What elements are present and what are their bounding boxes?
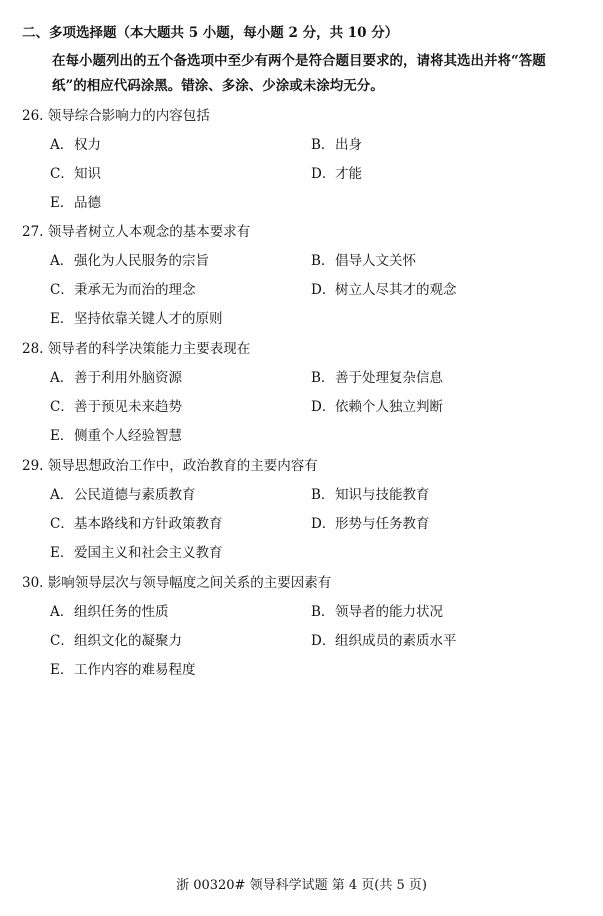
option-a: A．公民道德与素质教育 bbox=[50, 487, 196, 503]
option-a: A．善于利用外脑资源 bbox=[50, 370, 182, 386]
option-a: A．权力 bbox=[50, 137, 101, 153]
question-29 bbox=[22, 455, 582, 572]
option-d: D．依赖个人独立判断 bbox=[311, 399, 443, 415]
option-e: E．品德 bbox=[50, 195, 101, 211]
option-e: E．侧重个人经验智慧 bbox=[50, 428, 182, 444]
option-c: C．基本路线和方针政策教育 bbox=[50, 516, 223, 532]
question-stem bbox=[22, 455, 582, 477]
question-text: 领导者的科学决策能力主要表现在 bbox=[47, 341, 251, 357]
option-list bbox=[22, 601, 582, 689]
question-stem bbox=[22, 221, 582, 243]
option-e: E．坚持依靠关键人才的原则 bbox=[50, 311, 223, 327]
question-text: 领导者树立人本观念的基本要求有 bbox=[47, 224, 251, 240]
option-a: A．强化为人民服务的宗旨 bbox=[50, 253, 209, 269]
question-number: 26. bbox=[22, 108, 44, 124]
question-text: 领导思想政治工作中，政治教育的主要内容有 bbox=[47, 458, 318, 474]
page-footer: 浙 00320# 领导科学试题 第 4 页(共 5 页) bbox=[176, 878, 427, 893]
option-c: C．组织文化的凝聚力 bbox=[50, 633, 182, 649]
question-number: 28. bbox=[22, 341, 44, 357]
option-list bbox=[22, 367, 582, 455]
option-d: D．才能 bbox=[311, 166, 362, 182]
option-e: E．工作内容的难易程度 bbox=[50, 662, 196, 678]
option-b: B．出身 bbox=[311, 137, 362, 153]
question-27 bbox=[22, 221, 582, 338]
option-list bbox=[22, 134, 582, 222]
question-30 bbox=[22, 572, 582, 689]
question-28 bbox=[22, 338, 582, 455]
option-d: D．树立人尽其才的观念 bbox=[311, 282, 457, 298]
option-list bbox=[22, 484, 582, 572]
option-d: D．组织成员的素质水平 bbox=[311, 633, 457, 649]
option-c: C．善于预见未来趋势 bbox=[50, 399, 182, 415]
question-number: 30. bbox=[22, 575, 44, 591]
question-stem bbox=[22, 105, 582, 127]
question-26 bbox=[22, 105, 582, 222]
question-stem bbox=[22, 338, 582, 360]
question-number: 29. bbox=[22, 458, 44, 474]
question-stem bbox=[22, 572, 582, 594]
option-e: E．爱国主义和社会主义教育 bbox=[50, 545, 223, 561]
option-list bbox=[22, 250, 582, 338]
option-b: B．知识与技能教育 bbox=[311, 487, 430, 503]
option-d: D．形势与任务教育 bbox=[311, 516, 430, 532]
option-c: C．知识 bbox=[50, 166, 101, 182]
question-number: 27. bbox=[22, 224, 44, 240]
question-text: 影响领导层次与领导幅度之间关系的主要因素有 bbox=[47, 575, 332, 591]
option-b: B．善于处理复杂信息 bbox=[311, 370, 443, 386]
question-text: 领导综合影响力的内容包括 bbox=[47, 108, 210, 124]
option-c: C．秉承无为而治的理念 bbox=[50, 282, 196, 298]
option-b: B．倡导人文关怀 bbox=[311, 253, 416, 269]
option-b: B．领导者的能力状况 bbox=[311, 604, 443, 620]
option-a: A．组织任务的性质 bbox=[50, 604, 169, 620]
section-instruction: 在每小题列出的五个备选项中至少有两个是符合题目要求的，请将其选出并将“答题纸”的相应代码涂黑。错涂、多涂、少涂或未涂均无分。 bbox=[52, 53, 546, 94]
section-title: 二、多项选择题（本大题共 5 小题，每小题 2 分，共 10 分） bbox=[22, 25, 399, 41]
